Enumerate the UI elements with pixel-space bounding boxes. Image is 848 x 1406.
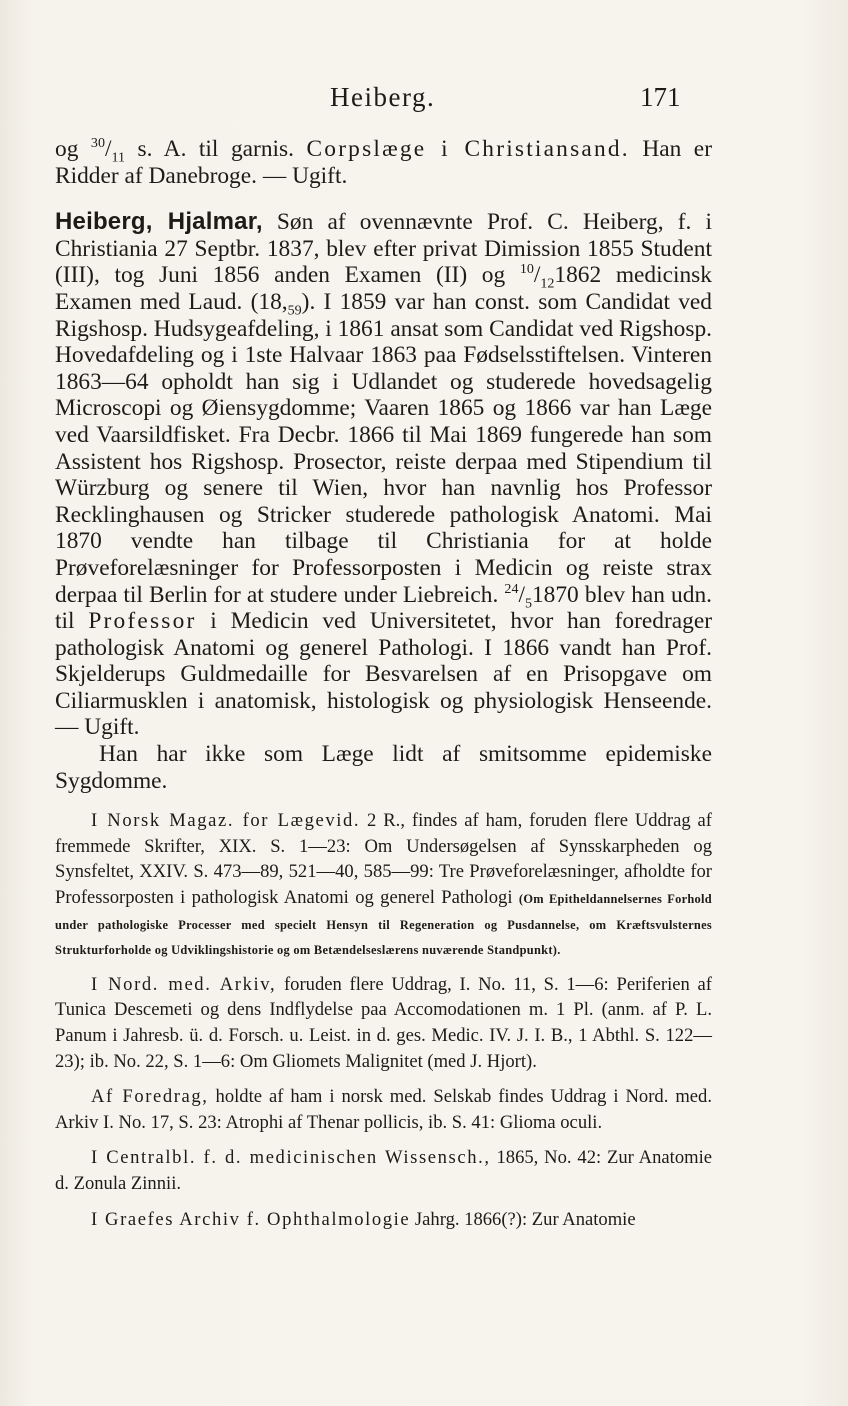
spaced-title: Corpslæge i Christiansand. — [306, 136, 630, 162]
fraction-slash: / — [104, 136, 112, 162]
bibliography-item — [55, 1207, 712, 1233]
text-run: 2 R., findes af ham, foruden flere Uddrag af fremmede Skrifter, XIX. S. 1—23: Om Undersøgelsen af Synsskarpheden og Synsfeltet, XXIV. S. 473—89, 521—40, 585—99: Tre Prøveforelæsninger, afholdte for Professorposten i pathologisk Anatomi og generel Pathologi — [55, 810, 712, 909]
text-run: og — [55, 136, 91, 162]
small-note: (Om Epitheldannelsernes Forhold under pathologiske Processer med specielt Hensyn til Regeneration og Pusdannelse, om Kræftsvulsternes Strukturforholde og Udviklingshistorie og om Betændelseslærens nuværende Standpunkt). — [55, 892, 712, 958]
text-run: i Medicin ved Universitetet, hvor han foredrager pathologisk Anatomi og generel Pathologi. I 1866 vandt han Prof. Skjelderups Guldmedaille for Besvarelsen af en Prisopgave om Ciliarmusklen i anatomisk, histologisk og physiologisk Henseende. — Ugift. — [55, 608, 713, 741]
bibliography — [55, 808, 712, 1232]
grade-subscript: 59 — [287, 302, 302, 319]
continued-entry-paragraph — [55, 136, 712, 189]
source-title: I Centralbl. f. d. medicinischen Wissensch., — [91, 1147, 491, 1169]
fraction-denominator: 12 — [540, 276, 555, 293]
fraction-denominator: 5 — [524, 595, 532, 612]
text-run: Søn af ovennævnte Prof. C. Heiberg, f. i Christiania 27 Septbr. 1837, blev efter privat Dimission 1855 Student (III), tog Juni 1856 anden Examen (II) og — [55, 209, 712, 289]
entry-paragraph — [55, 209, 712, 741]
fraction-slash: / — [533, 262, 541, 289]
fraction-denominator: 11 — [111, 149, 125, 166]
text-run: ). I 1859 var han const. som Candidat ved Rigshosp. Hudsygeafdeling, i 1861 ansat som Candidat ved Rigshosp. Hovedafdeling og i 1ste Halvaar 1863 paa Fødselsstiftelsen. Vinteren 1863—64 opholdt han sig i Udlandet og studerede hovedsagelig Microscopi og Øiensygdomme; Vaaren 1865 og 1866 var han Læge ved Vaarsildfisket. Fra Decbr. 1866 til Mai 1869 fungerede han som Assistent hos Rigshosp. Prosector, reiste derpaa med Stipendium til Würzburg og senere til Wien, hvor han navnlig hos Professor Recklinghausen og Stricker studerede pathologisk Anatomi. Mai 1870 vendte han tilbage til Christiania for at holde Prøveforelæsninger for Professorposten i Medicin og reiste strax derpaa til Berlin for at studere under Liebreich. — [55, 288, 713, 608]
fraction-numerator: 24 — [504, 580, 519, 597]
running-title: Heiberg. — [330, 82, 436, 112]
bibliography-item — [55, 972, 712, 1074]
text-run: 1865, No. 42: Zur Anatomie d. Zonula Zinnii. — [55, 1147, 713, 1194]
spaced-title: Professor — [88, 608, 197, 635]
fraction-numerator: 10 — [519, 261, 534, 278]
text-run: 1870 blev han udn. til — [55, 581, 712, 635]
text-run: Han er Ridder af Danebroge. — Ugift. — [55, 136, 712, 189]
bibliography-item — [55, 808, 712, 962]
text-run: holdte af ham i norsk med. Selskab findes Uddrag i Nord. med. Arkiv I. No. 17, S. 23: Atrophi af Thenar pollicis, ib. S. 41: Glioma oculi. — [55, 1086, 712, 1133]
bibliography-item — [55, 1084, 712, 1135]
page-number: 171 — [640, 82, 681, 112]
source-title: Af Foredrag, — [91, 1086, 209, 1108]
remark-paragraph: Han har ikke som Læge lidt af smitsomme epidemiske Sygdomme. — [55, 741, 712, 794]
text-run: s. A. til garnis. — [124, 136, 307, 162]
date-fraction — [90, 135, 125, 166]
date-fraction — [504, 580, 532, 612]
fraction-numerator: 30 — [90, 135, 105, 152]
source-title: I Norsk Magaz. for Lægevid. — [91, 810, 361, 832]
bibliography-item — [55, 1145, 712, 1196]
text-run: 1862 medicinsk Examen med Laud. (18, — [55, 262, 712, 315]
date-fraction — [519, 261, 555, 293]
text-run: Jahrg. 1866(?): Zur Anatomie — [410, 1208, 636, 1230]
fraction-slash: / — [518, 581, 525, 608]
entry-name: Heiberg, Hjalmar, — [55, 208, 263, 236]
text-run: foruden flere Uddrag, I. No. 11, S. 1—6: Periferien af Tunica Descemeti og dens Indflydelse paa Accomodationen m. 1 Pl. (anm. af P. L. Panum i Jahresb. ü. d. Forsch. u. Leist. in d. ges. Medic. IV. J. I. B., 1 Abthl. S. 122—23); ib. No. 22, S. 1—6: Om Gliomets Malignitet (med J. Hjort). — [55, 973, 712, 1072]
source-title: I Graefes Archiv f. Ophthalmologie — [91, 1208, 411, 1230]
source-title: I Nord. med. Arkiv, — [91, 973, 277, 995]
running-head — [0, 82, 848, 122]
body-text — [55, 136, 712, 1242]
